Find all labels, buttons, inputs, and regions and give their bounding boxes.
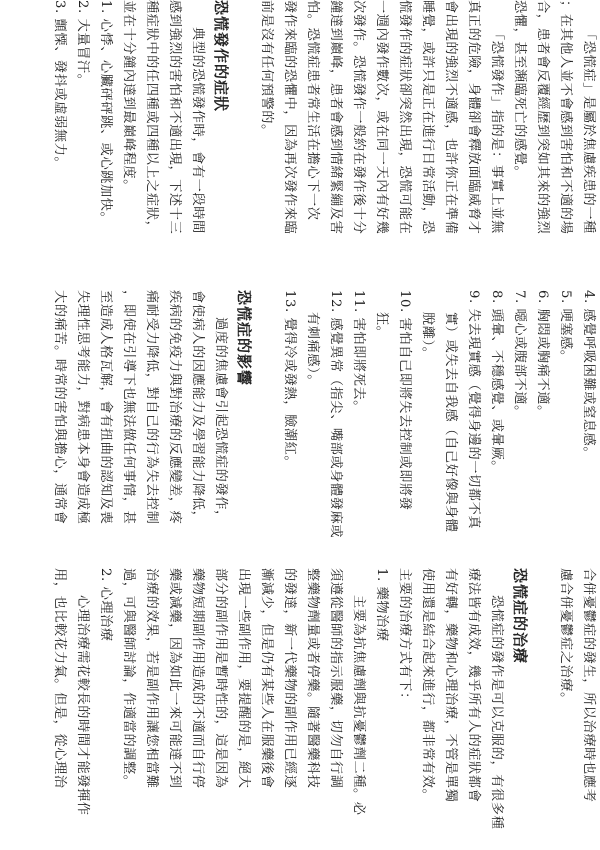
text-line — [531, 568, 554, 850]
text-line: 至造成人格瓦解，會有扭曲的認知及喪 — [98, 290, 113, 525]
text-line: 並在十分鐘內達到最巔峰程度。 — [121, 0, 136, 194]
text-line: 心理治療需花較長的時間才能發揮作 — [75, 595, 90, 816]
text-line: 合，患者會反覆經歷到突如其來的強烈 — [535, 0, 550, 235]
text-line: 失理性思考能力，對病患本身會造成極 — [75, 290, 90, 525]
text-line — [232, 0, 255, 285]
text-line: 發作來臨的恐懼中，因為再次發作來臨 — [282, 0, 297, 235]
text-line: 真正的危險，身體卻會釋放面臨威脅才 — [466, 0, 481, 235]
text-line: 慮合併憂鬱症之治療。 — [558, 568, 573, 706]
text-line: 9. 失去現實感（覺得身邊的一切都不真 — [466, 290, 481, 530]
text-line: 使用還是結合起來進行，都非常有效。 — [420, 568, 435, 803]
text-line: 痛耐受力降低，對自己的行為失去控制 — [144, 290, 159, 525]
text-line: 1. 心悸、心臟砰砰跳、或心跳加快。 — [98, 0, 113, 226]
text-line: 會使病人的因應能力及學習能力降低， — [190, 290, 205, 525]
text-line: 會出現的強烈不適感，也許你正在準備 — [443, 0, 458, 235]
section-heading: 恐慌症的治療 — [511, 568, 529, 665]
text-line: 有好轉，藥物和心理治療，不管是單獨 — [443, 568, 458, 803]
text-line: 整藥物劑量或者停藥。隨著醫藥科技 — [305, 568, 320, 789]
text-line: 前是沒有任何預警的。 — [259, 0, 274, 138]
text-line: 次發作。恐慌發作一般約在發作後十分 — [351, 0, 366, 235]
text-line: 實）或失去自我感（自己好像與身體 — [443, 312, 458, 533]
text-line: ，即使在引導下也無法做任何事情，甚 — [121, 290, 136, 525]
text-line: 合併憂鬱症的發生，所以治療時也應考 — [581, 568, 596, 803]
text-line: 2. 心理治療 — [98, 568, 113, 642]
text-line: 須遵從醫師的指示服藥，切勿自行調 — [328, 568, 343, 789]
text-line: 恐懼，甚至瀕臨死亡的感覺。 — [512, 0, 527, 180]
text-column-1 — [0, 0, 600, 285]
text-line: 的發達，新一代藥物的副作用已經逐 — [282, 568, 297, 789]
text-line: 1. 藥物治療 — [374, 568, 389, 642]
text-line: 漸減少，但是仍有某些人在服藥後會 — [259, 568, 274, 789]
text-line: 恐慌症的發作是可以克服的，有很多種 — [489, 595, 504, 830]
text-line: 脫離）。 — [420, 312, 435, 361]
text-line: 鐘達到巔峰，患者會感到情緒緊繃及害 — [328, 0, 343, 235]
text-line: 11. 害怕即將死去。 — [351, 290, 366, 415]
text-line: 部分的副作用是暫時性的，這是因為 — [213, 568, 228, 789]
text-line: 疾病的免疫力與對治療的反應變差，疼 — [167, 290, 182, 525]
text-line: 8. 頭暈、不穩感覺、或暈厥。 — [489, 290, 504, 475]
text-line: 過度的焦慮會引起恐慌症的發作， — [213, 317, 228, 524]
text-line: 13. 覺得冷或發熱，臉潮紅。 — [282, 290, 297, 470]
text-line: 過，可與醫師討論，作適當的調整。 — [121, 568, 136, 789]
section-heading: 恐慌症的影響 — [235, 290, 253, 387]
text-line: 藥或減藥，因為如此一來可能達不到 — [167, 568, 182, 789]
text-line: 主要為抗焦慮劑與抗憂鬱劑二種。必 — [351, 595, 366, 816]
section-heading: 恐慌發作的症狀 — [212, 0, 230, 113]
text-line: 大的痛苦。時常的害怕與擔心，通常會 — [52, 290, 67, 525]
text-line: 5. 哽塞感。 — [558, 290, 573, 364]
text-line: 出現一些副作用，要提醒的是，絕大 — [236, 568, 251, 789]
text-column-3 — [0, 568, 600, 850]
text-line: 12. 感覺異常（指尖、嘴部或身體發麻或 — [328, 290, 343, 539]
text-line: 有刺痛感）。 — [305, 312, 320, 389]
text-line: 睡覺，或許只是正在進行日常活動，恐 — [420, 0, 435, 235]
text-line: 感到強烈的害怕和不適出現，下述十三 — [167, 0, 182, 235]
text-line: 治療的效果，若是副作用讓您相當難 — [144, 568, 159, 789]
text-line: 一週內發作數次，或在同一天內有好幾 — [374, 0, 389, 235]
text-line: 主要的治療方式有下： — [397, 568, 412, 706]
text-line: 狂。 — [374, 312, 389, 340]
text-line: 2. 大量冒汗。 — [75, 0, 90, 88]
text-line: 6. 胸悶或胸痛不適。 — [535, 290, 550, 419]
text-line: 怕。恐慌症患者常生活在擔心下一次 — [305, 0, 320, 221]
text-line: 藥物短期副作用造成的不適而自行停 — [190, 568, 205, 789]
text-line: 典型的恐慌發作時，會有一段時間 — [190, 27, 205, 234]
text-column-2 — [0, 290, 600, 560]
text-line: 3. 顫慄、發抖或虛弱無力。 — [52, 0, 67, 171]
text-line: ；在其他人並不會感到害怕和不適的場 — [558, 0, 573, 235]
text-line: 7. 噁心或腹部不適。 — [512, 290, 527, 419]
text-line: 用，也比較花力氣。但是，從心理治 — [52, 568, 67, 789]
text-line: 種症狀中的任四種或四種以上之症狀， — [144, 0, 159, 235]
text-line: 慌發作的症狀卻突然出現，恐慌可能在 — [397, 0, 412, 235]
text-line: 「恐慌症」是屬於焦慮疾患的一種 — [581, 27, 596, 234]
text-line: 「恐慌發作」指的是：事實上並無 — [489, 27, 504, 234]
text-line — [255, 290, 278, 560]
text-line: 10. 害怕自己即將失去控制或即將發 — [397, 290, 412, 511]
text-line: 療法皆有成效，幾乎所有人的症狀都會 — [466, 568, 481, 803]
text-line: 4. 感覺呼吸困難或窒息感。 — [581, 290, 596, 461]
